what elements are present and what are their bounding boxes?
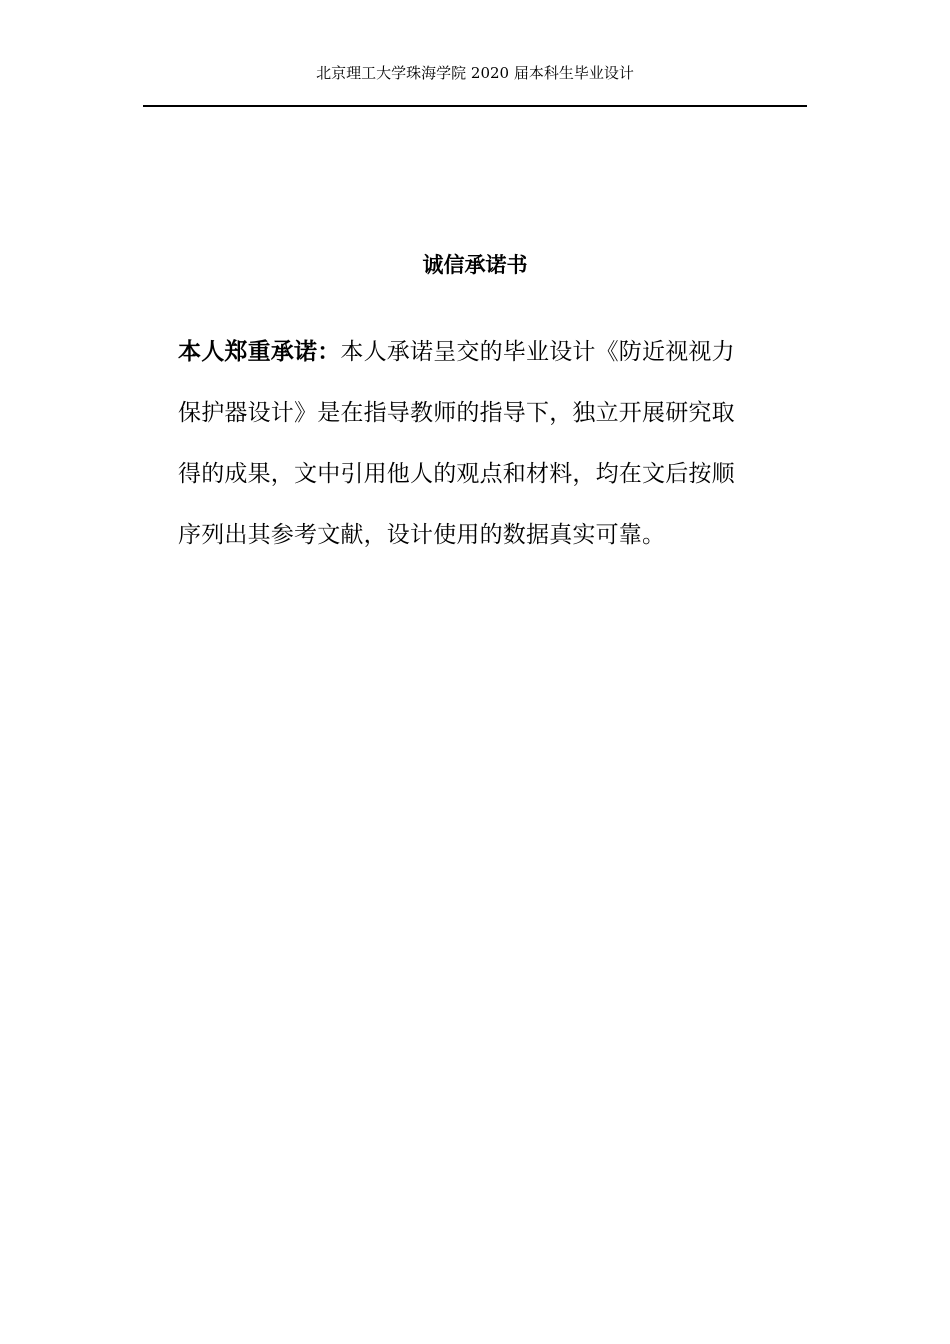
header-divider [143,105,807,107]
pledge-line-2: 保护器设计》是在指导教师的指导下，独立开展研究取 [178,400,735,426]
pledge-lead-label: 本人郑重承诺： [178,339,341,365]
document-title: 诚信承诺书 [422,253,528,277]
pledge-line-1-text: 本人承诺呈交的毕业设计《防近视视力 [340,339,735,365]
pledge-line-1 [178,322,768,383]
page-header: 北京理工大学珠海学院 2020 届本科生毕业设计 [316,64,634,82]
pledge-paragraph [178,322,768,566]
pledge-line-4: 序列出其参考文献，设计使用的数据真实可靠。 [178,522,666,548]
pledge-line-3: 得的成果，文中引用他人的观点和材料，均在文后按顺 [178,461,735,487]
